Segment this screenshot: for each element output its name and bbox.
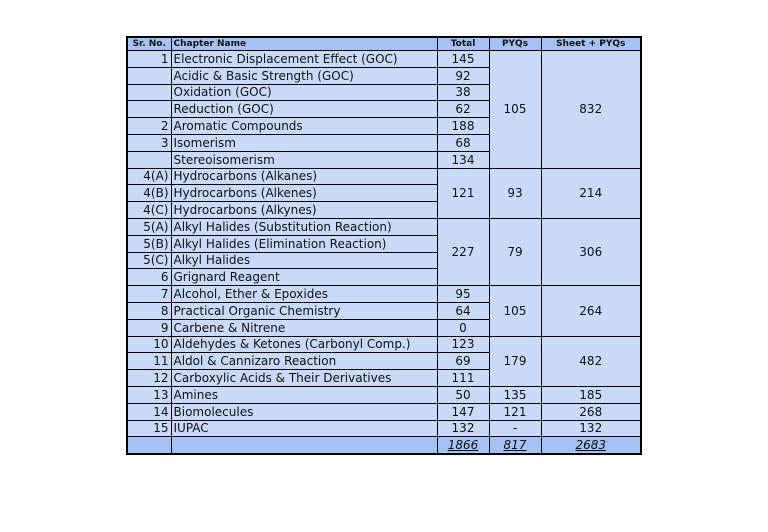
header-sr-no[interactable]: Sr. No. [127,37,171,51]
chapter-name-cell[interactable]: Aromatic Compounds [171,118,437,135]
chapter-name-cell[interactable]: Carbene & Nitrene [171,319,437,336]
sheet-pyqs-cell[interactable]: 214 [541,168,641,218]
sr-no-cell[interactable]: 8 [127,302,171,319]
sr-no-cell[interactable]: 13 [127,386,171,403]
sr-no-cell[interactable] [127,67,171,84]
sr-no-cell[interactable]: 10 [127,336,171,353]
total-cell[interactable]: 147 [437,403,489,420]
sr-no-cell[interactable]: 15 [127,420,171,437]
header-total[interactable]: Total [437,37,489,51]
total-cell[interactable]: 64 [437,302,489,319]
total-cell[interactable]: 69 [437,353,489,370]
chapter-name-cell[interactable]: Electronic Displacement Effect (GOC) [171,51,437,68]
total-cell[interactable]: 95 [437,286,489,303]
sheet-pyqs-cell[interactable]: 268 [541,403,641,420]
chapter-name-cell[interactable]: Hydrocarbons (Alkenes) [171,185,437,202]
table-row [127,403,641,420]
header-pyqs[interactable]: PYQs [489,37,541,51]
table-row [127,51,641,68]
pyqs-cell[interactable]: 105 [489,286,541,336]
sr-no-cell[interactable]: 4(A) [127,168,171,185]
sr-no-cell[interactable]: 14 [127,403,171,420]
total-cell[interactable]: 38 [437,84,489,101]
totals-row [127,437,641,454]
sr-no-cell[interactable]: 12 [127,370,171,387]
table-row [127,218,641,235]
pyqs-cell[interactable]: 121 [489,403,541,420]
sr-no-cell[interactable]: 1 [127,51,171,68]
header-sheet-pyqs[interactable]: Sheet + PYQs [541,37,641,51]
sr-no-cell[interactable]: 4(B) [127,185,171,202]
chapter-name-cell[interactable]: Amines [171,386,437,403]
sr-no-cell[interactable]: 5(C) [127,252,171,269]
sr-no-cell[interactable]: 5(A) [127,218,171,235]
chapter-name-cell[interactable]: Isomerism [171,134,437,151]
total-cell[interactable]: 92 [437,67,489,84]
chapter-name-cell[interactable]: Practical Organic Chemistry [171,302,437,319]
sr-no-cell[interactable]: 6 [127,269,171,286]
totals-sr-cell[interactable] [127,437,171,454]
sr-no-cell[interactable]: 7 [127,286,171,303]
sheet-pyqs-cell[interactable]: 482 [541,336,641,386]
total-cell[interactable]: 50 [437,386,489,403]
sr-no-cell[interactable] [127,101,171,118]
chapter-name-cell[interactable]: Biomolecules [171,403,437,420]
chapter-name-cell[interactable]: Oxidation (GOC) [171,84,437,101]
sr-no-cell[interactable]: 11 [127,353,171,370]
total-cell[interactable]: 111 [437,370,489,387]
sr-no-cell[interactable]: 5(B) [127,235,171,252]
total-cell[interactable]: 188 [437,118,489,135]
header-chapter-name[interactable]: Chapter Name [171,37,437,51]
table-row [127,286,641,303]
chapter-name-cell[interactable]: Alkyl Halides (Elimination Reaction) [171,235,437,252]
total-cell[interactable]: 121 [437,168,489,218]
chapter-name-cell[interactable]: Aldol & Cannizaro Reaction [171,353,437,370]
pyqs-cell[interactable]: 105 [489,51,541,169]
sr-no-cell[interactable]: 9 [127,319,171,336]
total-cell[interactable]: 62 [437,101,489,118]
total-cell[interactable]: 68 [437,134,489,151]
chapter-name-cell[interactable]: Aldehydes & Ketones (Carbonyl Comp.) [171,336,437,353]
sheet-pyqs-cell[interactable]: 832 [541,51,641,169]
chapter-name-cell[interactable]: Alcohol, Ether & Epoxides [171,286,437,303]
table-row [127,336,641,353]
total-cell[interactable]: 134 [437,151,489,168]
pyqs-cell[interactable]: - [489,420,541,437]
chapter-name-cell[interactable]: Grignard Reagent [171,269,437,286]
total-pyqs-cell[interactable]: 817 [489,437,541,454]
pyqs-cell[interactable]: 179 [489,336,541,386]
chapter-name-cell[interactable]: Reduction (GOC) [171,101,437,118]
total-sheet-pyqs-cell[interactable]: 2683 [541,437,641,454]
chapter-name-cell[interactable]: Acidic & Basic Strength (GOC) [171,67,437,84]
total-cell[interactable]: 123 [437,336,489,353]
total-cell[interactable]: 227 [437,218,489,285]
chapter-name-cell[interactable]: Carboxylic Acids & Their Derivatives [171,370,437,387]
sr-no-cell[interactable]: 2 [127,118,171,135]
table-row [127,386,641,403]
table-row [127,420,641,437]
total-cell[interactable]: 145 [437,51,489,68]
sr-no-cell[interactable] [127,84,171,101]
sr-no-cell[interactable] [127,151,171,168]
sr-no-cell[interactable]: 4(C) [127,202,171,219]
chapter-name-cell[interactable]: Hydrocarbons (Alkanes) [171,168,437,185]
chapter-name-cell[interactable]: Alkyl Halides (Substitution Reaction) [171,218,437,235]
chapter-table [126,36,642,455]
header-row [127,37,641,51]
pyqs-cell[interactable]: 79 [489,218,541,285]
pyqs-cell[interactable]: 93 [489,168,541,218]
sheet-pyqs-cell[interactable]: 264 [541,286,641,336]
total-cell[interactable]: 0 [437,319,489,336]
chapter-name-cell[interactable]: Alkyl Halides [171,252,437,269]
sheet-pyqs-cell[interactable]: 185 [541,386,641,403]
table-row [127,168,641,185]
total-cell[interactable]: 132 [437,420,489,437]
pyqs-cell[interactable]: 135 [489,386,541,403]
chapter-name-cell[interactable]: Hydrocarbons (Alkynes) [171,202,437,219]
chapter-name-cell[interactable]: Stereoisomerism [171,151,437,168]
sheet-pyqs-cell[interactable]: 306 [541,218,641,285]
sheet-pyqs-cell[interactable]: 132 [541,420,641,437]
sr-no-cell[interactable]: 3 [127,134,171,151]
grand-total-cell[interactable]: 1866 [437,437,489,454]
totals-name-cell[interactable] [171,437,437,454]
chapter-name-cell[interactable]: IUPAC [171,420,437,437]
